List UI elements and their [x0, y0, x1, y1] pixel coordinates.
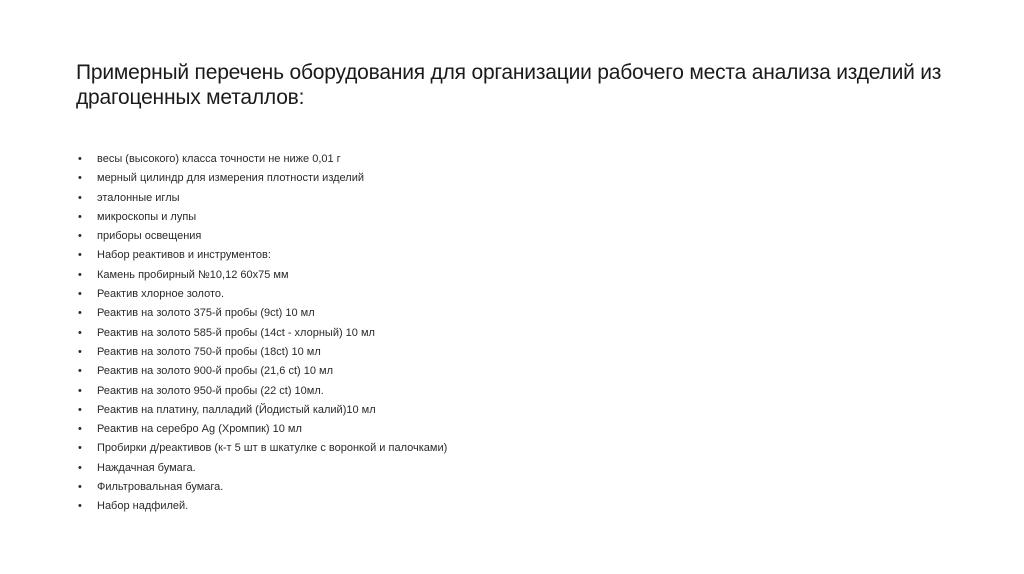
list-item — [78, 420, 778, 439]
list-item — [78, 285, 778, 304]
list-item — [78, 439, 778, 458]
list-item — [78, 362, 778, 381]
list-item-text: Реактив на золото 585-й пробы (14ct - хлорный) 10 мл — [97, 326, 375, 339]
list-item-text: Наждачная бумага. — [97, 461, 196, 474]
list-item — [78, 150, 778, 169]
bullet-icon: • — [78, 403, 82, 416]
slide-title: Примерный перечень оборудования для организации рабочего места анализа изделий из драгоценных металлов: — [76, 61, 942, 109]
list-item-text: Реактив на золото 950-й пробы (22 ct) 10мл. — [97, 384, 324, 397]
bullet-icon: • — [78, 268, 82, 281]
list-item-text: Реактив на золото 750-й пробы (18ct) 10 мл — [97, 345, 321, 358]
bullet-icon: • — [78, 461, 82, 474]
list-item-text: Камень пробирный №10,12 60х75 мм — [97, 268, 289, 281]
bullet-icon: • — [78, 307, 82, 320]
bullet-icon: • — [78, 442, 82, 455]
list-item-text: Реактив на золото 375-й пробы (9ct) 10 мл — [97, 307, 315, 320]
bullet-icon: • — [78, 191, 82, 204]
list-item — [78, 304, 778, 323]
list-item-text: Фильтровальная бумага. — [97, 481, 224, 494]
bullet-icon: • — [78, 288, 82, 301]
list-item — [78, 382, 778, 401]
list-item-text: весы (высокого) класса точности не ниже 0,01 г — [97, 153, 341, 165]
list-item-text: Реактив хлорное золото. — [97, 288, 225, 301]
bullet-icon: • — [78, 172, 82, 185]
list-item — [78, 189, 778, 208]
bullet-icon: • — [78, 230, 82, 243]
list-item-text: Набор надфилей. — [97, 500, 189, 513]
list-item — [78, 266, 778, 285]
bullet-icon: • — [78, 210, 82, 223]
list-item — [78, 227, 778, 246]
list-item-text: Реактив на платину, палладий (Йодистый калий)10 мл — [97, 403, 376, 416]
bullet-icon: • — [78, 384, 82, 397]
list-item — [78, 246, 778, 265]
bullet-icon: • — [78, 423, 82, 436]
list-item — [78, 169, 778, 188]
list-item-text: Пробирки д/реактивов (к-т 5 шт в шкатулке с воронкой и палочками) — [97, 442, 448, 455]
list-item-text: микроскопы и лупы — [97, 210, 197, 223]
list-item — [78, 459, 778, 478]
bullet-icon: • — [78, 249, 82, 262]
bullet-icon: • — [78, 500, 82, 513]
list-item — [78, 208, 778, 227]
equipment-list — [78, 150, 778, 517]
list-item-text: Реактив на золото 900-й пробы (21,6 ct) 10 мл — [97, 365, 334, 378]
list-item — [78, 324, 778, 343]
list-item — [78, 343, 778, 362]
list-item — [78, 478, 778, 497]
list-item-text: мерный цилиндр для измерения плотности изделий — [97, 172, 365, 185]
list-item-text: приборы освещения — [97, 230, 202, 243]
bullet-icon: • — [78, 326, 82, 339]
list-item — [78, 497, 778, 516]
bullet-icon: • — [78, 345, 82, 358]
bullet-icon: • — [78, 481, 82, 494]
list-item-text: Реактив на серебро Ag (Хромпик) 10 мл — [97, 423, 302, 436]
list-item-text: Набор реактивов и инструментов: — [97, 249, 271, 262]
bullet-icon: • — [78, 365, 82, 378]
bullet-icon: • — [78, 153, 82, 165]
list-item — [78, 401, 778, 420]
list-item-text: эталонные иглы — [97, 191, 180, 204]
